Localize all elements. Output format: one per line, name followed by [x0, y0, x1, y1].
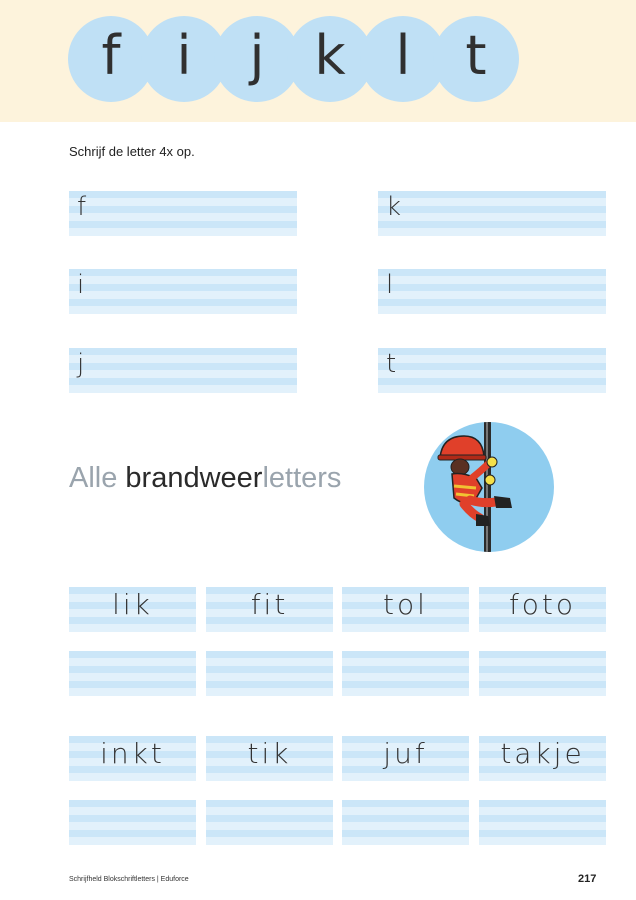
title-part-alle: Alle [69, 462, 126, 494]
sample-letter: k [386, 192, 402, 222]
letter-circles [68, 16, 520, 102]
sample-letter: f [77, 192, 87, 222]
sample-letter: t [386, 349, 397, 379]
letter: j [249, 24, 265, 87]
empty-writing-band[interactable] [206, 651, 333, 696]
sample-word: fit [250, 588, 289, 621]
letter-writing-band[interactable] [378, 191, 606, 236]
letter-writing-band[interactable] [378, 269, 606, 314]
word-band[interactable] [479, 587, 606, 632]
firefighter-illustration [424, 422, 554, 552]
word-band[interactable] [206, 736, 333, 781]
sample-word: lik [112, 588, 153, 621]
letter: k [314, 24, 346, 87]
word-band[interactable] [206, 587, 333, 632]
sample-word: foto [508, 588, 577, 621]
letter: l [395, 24, 411, 87]
letter-writing-band[interactable] [378, 348, 606, 393]
word-band[interactable] [69, 736, 196, 781]
page-number: 217 [578, 873, 597, 885]
empty-writing-band[interactable] [206, 800, 333, 845]
section-title [69, 462, 341, 495]
instruction-text: Schrijf de letter 4x op. [69, 144, 195, 159]
empty-writing-band[interactable] [342, 651, 469, 696]
firefighter-icon [424, 422, 554, 552]
letter: t [465, 24, 487, 87]
empty-writing-band[interactable] [69, 651, 196, 696]
letter-writing-band[interactable] [69, 191, 297, 236]
letter: i [176, 24, 192, 87]
header-band [0, 0, 636, 122]
sample-letter: j [77, 349, 85, 379]
sample-word: tik [247, 737, 292, 770]
empty-writing-band[interactable] [69, 800, 196, 845]
empty-writing-band[interactable] [342, 800, 469, 845]
empty-writing-band[interactable] [479, 800, 606, 845]
letter-writing-band[interactable] [69, 348, 297, 393]
letter-circle [433, 16, 519, 102]
title-part-letters: letters [262, 462, 342, 494]
sample-word: tol [383, 588, 428, 621]
word-band[interactable] [342, 736, 469, 781]
sample-word: juf [383, 737, 428, 770]
word-band[interactable] [479, 736, 606, 781]
word-band[interactable] [69, 587, 196, 632]
sample-word: inkt [100, 737, 165, 770]
sample-letter: i [77, 270, 85, 300]
sample-letter: l [386, 270, 394, 300]
letter-writing-band[interactable] [69, 269, 297, 314]
word-band[interactable] [342, 587, 469, 632]
title-part-brandweer: brandweer [125, 462, 263, 494]
empty-writing-band[interactable] [479, 651, 606, 696]
footer-credit: Schrijfheld Blokschriftletters | Eduforce [69, 876, 189, 883]
sample-word: takje [500, 737, 585, 770]
letter: f [101, 24, 121, 87]
